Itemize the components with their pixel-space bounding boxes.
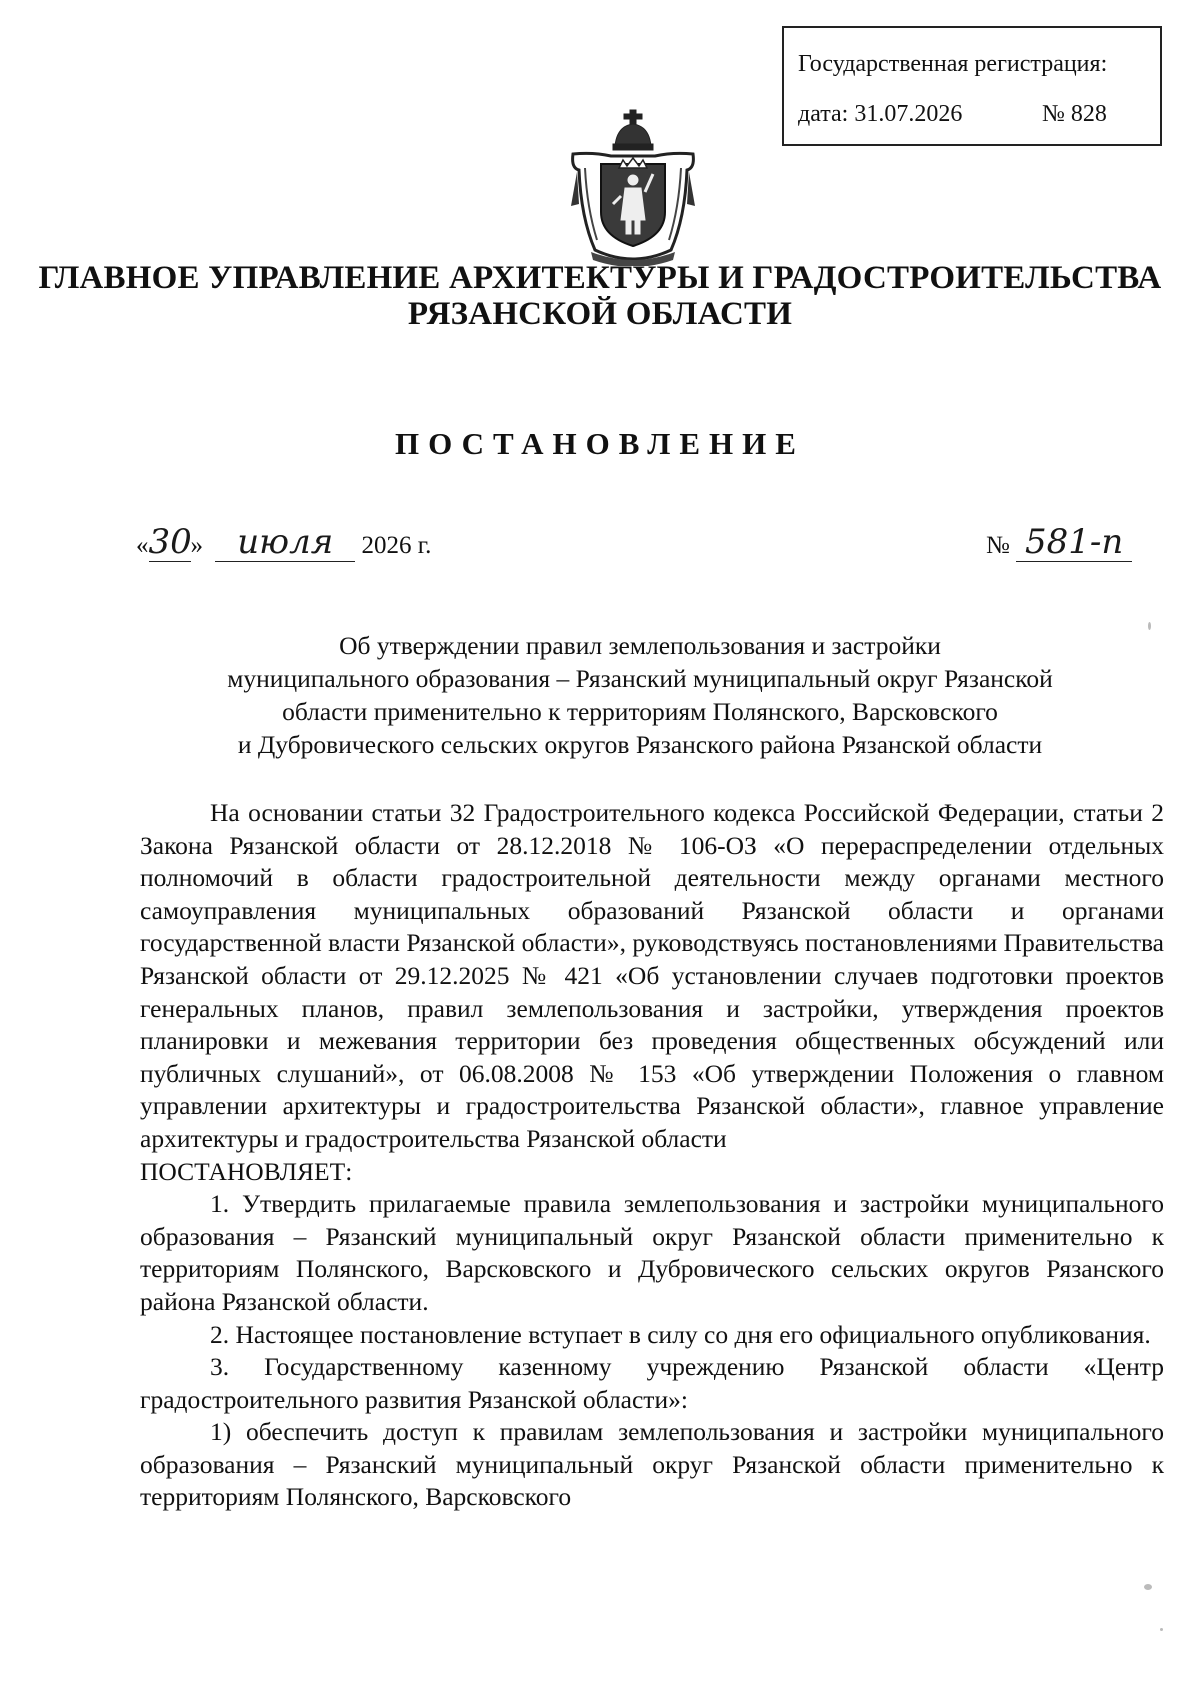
registration-number: № 828 xyxy=(1042,101,1107,127)
registration-title: Государственная регистрация: xyxy=(798,51,1108,77)
document-number xyxy=(986,522,1132,562)
resolution-item-3-sub-1: 1) обеспечить доступ к правилам землепользования и застройки муниципального образования – Рязанский муниципальный округ Рязанской области применительно к территориям Полянского, Варсковского xyxy=(140,1417,1164,1512)
number-value-handwritten: 581-п xyxy=(1016,525,1132,562)
organization-title-line1: ГЛАВНОЕ УПРАВЛЕНИЕ АРХИТЕКТУРЫ И ГРАДОСТРОИТЕЛЬСТВА xyxy=(38,260,1162,296)
resolution-item-2: 2. Настоящее постановление вступает в силу со дня его официального опубликования. xyxy=(210,1319,1151,1349)
date-month-handwritten: июля xyxy=(215,525,355,562)
date-day-handwritten: 30 xyxy=(148,522,192,562)
ryazan-coat-of-arms-icon xyxy=(567,108,699,266)
subject-line: и Дубровического сельских округов Рязанского района Рязанской области xyxy=(237,730,1043,759)
resolution-item-3: 3. Государственному казенному учреждению Рязанской области «Центр градостроительного развития Рязанской области»: xyxy=(140,1352,1164,1414)
registration-date: дата: 31.07.2026 xyxy=(798,101,963,127)
registration-box xyxy=(782,26,1162,146)
document-body xyxy=(140,797,1164,1514)
scan-speck xyxy=(1148,622,1151,630)
subject-line: области применительно к территориям Полянского, Варсковского xyxy=(282,697,998,726)
number-sign: № xyxy=(986,532,1010,559)
document-subject xyxy=(160,629,1120,761)
document-date xyxy=(136,522,432,562)
organization-title-line2: РЯЗАНСКОЙ ОБЛАСТИ xyxy=(407,296,793,332)
preamble-paragraph: На основании статьи 32 Градостроительного кодекса Российской Федерации, статьи 2 Закона Рязанской области от 28.12.2018 № 106-ОЗ «О перераспределении отдельных полномочий в области градостроительной деятельности между органами местного самоуправления муниципальных образований Рязанской области и органами государственной власти Рязанской области», руководствуясь постановлениями Правительства Рязанской области от 29.12.2025 № 421 «Об установлении случаев подготовки проектов генеральных планов, правил землепользования и застройки, утверждения проектов планировки и межевания территории без проведения общественных обсуждений или публичных слушаний», от 06.08.2008 № 153 «Об утверждении Положения о главном управлении архитектуры и градостроительства Рязанской области», главное управление архитектуры и градостроительства Рязанской области xyxy=(140,798,1164,1153)
subject-line: муниципального образования – Рязанский муниципальный округ Рязанской xyxy=(227,664,1053,693)
date-close-quote: » xyxy=(190,532,203,559)
subject-line: Об утверждении правил землепользования и застройки xyxy=(339,631,941,660)
scan-speck xyxy=(1160,1628,1163,1631)
date-year: 2026 г. xyxy=(361,532,432,559)
scan-speck xyxy=(1144,1584,1152,1590)
date-open-quote: « xyxy=(136,532,149,559)
document-type: ПОСТАНОВЛЕНИЕ xyxy=(395,426,805,461)
resolves-heading: ПОСТАНОВЛЯЕТ: xyxy=(140,1156,353,1186)
resolution-item-1: 1. Утвердить прилагаемые правила землепользования и застройки муниципального образования – Рязанский муниципальный округ Рязанской области применительно к территориям Полянского, Варсковского и Дубровического сельских округов Рязанского района Рязанской области. xyxy=(140,1189,1164,1316)
